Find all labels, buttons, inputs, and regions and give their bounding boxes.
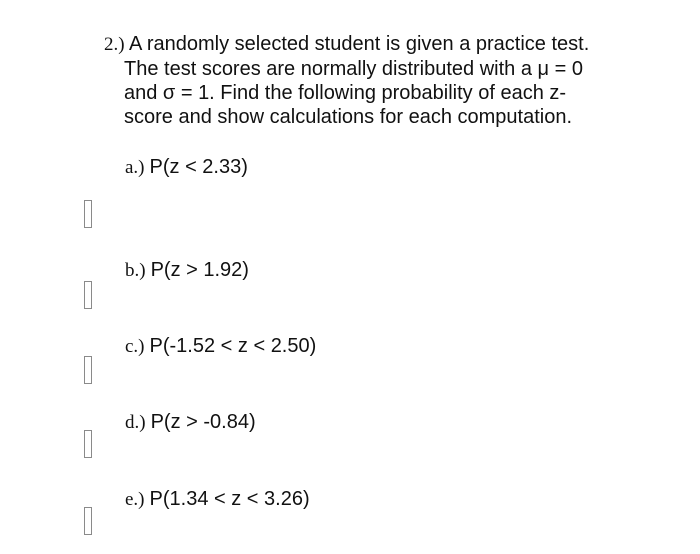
part-e-expression: P(1.34 < z < 3.26) bbox=[149, 488, 310, 510]
part-c-label: c.) bbox=[125, 336, 145, 357]
answer-box-d[interactable] bbox=[84, 430, 92, 458]
answer-box-e[interactable] bbox=[84, 507, 92, 535]
part-a-expression: P(z < 2.33) bbox=[149, 156, 248, 178]
part-c bbox=[125, 334, 316, 359]
part-a-label: a.) bbox=[125, 157, 145, 178]
question-text-line-4: score and show calculations for each computation. bbox=[124, 106, 573, 128]
part-b bbox=[125, 258, 249, 283]
question-block bbox=[104, 32, 664, 129]
part-b-expression: P(z > 1.92) bbox=[150, 259, 249, 281]
question-text-line-1: A randomly selected student is given a practice test. bbox=[129, 33, 590, 55]
question-number: 2.) bbox=[104, 34, 125, 55]
part-b-label: b.) bbox=[125, 260, 146, 281]
answer-box-c[interactable] bbox=[84, 356, 92, 384]
part-e bbox=[125, 487, 310, 512]
answer-box-a[interactable] bbox=[84, 200, 92, 228]
part-e-label: e.) bbox=[125, 489, 145, 510]
question-line-1 bbox=[104, 32, 664, 57]
part-c-expression: P(-1.52 < z < 2.50) bbox=[149, 335, 317, 357]
answer-box-b[interactable] bbox=[84, 281, 92, 309]
question-text-line-3: and σ = 1. Find the following probability of each z- bbox=[124, 82, 567, 104]
question-text-line-2: The test scores are normally distributed with a μ = 0 bbox=[124, 58, 583, 80]
part-d bbox=[125, 410, 256, 435]
part-d-label: d.) bbox=[125, 412, 146, 433]
part-a bbox=[125, 155, 248, 180]
part-d-expression: P(z > -0.84) bbox=[150, 411, 256, 433]
